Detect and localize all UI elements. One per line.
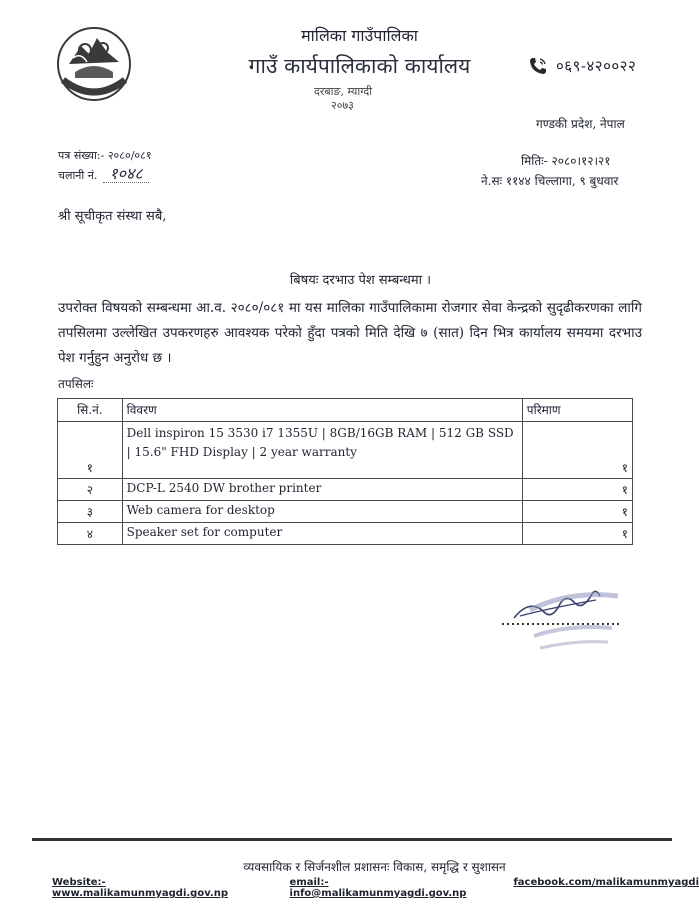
- letter-date: मितिः- २०८०।१२।२१: [521, 154, 611, 168]
- row-quantity: १: [522, 523, 632, 545]
- row-serial: २: [58, 479, 123, 501]
- letter-number: पत्र संख्या:- २०८०/०८१: [58, 149, 152, 162]
- office-established-year: २०७३: [331, 99, 354, 112]
- letter-body: उपरोक्त विषयको सम्बन्धमा आ.व. २०८०/०८१ मा यस मालिका गाउँपालिकामा रोजगार सेवा केन्द्रको सुदृढीकरणका लागि तपसिलमा उल्लेखित उपकरणहरु आवश्यक परेको हुँदा पत्रको मिति देखि ७ (सात) दिन भित्र कार्यालय समयमा दरभाउ पेश गर्नुहुन अनुरोध छ ।: [58, 300, 642, 366]
- dispatch-label: चलानी नं.: [58, 169, 98, 182]
- row-quantity: १: [522, 501, 632, 523]
- municipality-name: मालिका गाउँपालिका: [301, 26, 418, 45]
- signature-stamp: [500, 578, 630, 668]
- details-label: तपसिलः: [58, 377, 94, 391]
- row-description: [122, 422, 522, 479]
- website-link[interactable]: Website:-www.malikamunmyagdi.gov.np: [52, 877, 228, 899]
- table-row: [58, 523, 633, 545]
- row-description: DCP-L 2540 DW brother printer: [122, 479, 522, 501]
- row-quantity: १: [522, 422, 632, 479]
- row-description-line: | 15.6" FHD Display | 2 year warranty: [126, 445, 357, 459]
- header-quantity: परिमाण: [522, 399, 632, 422]
- phone-icon: [528, 56, 548, 76]
- footer-divider: [32, 838, 672, 841]
- office-address: दरबाङ, म्याग्दी: [314, 85, 373, 98]
- header-serial: सि.नं.: [58, 399, 123, 422]
- dispatch-number: १०४८: [103, 166, 148, 183]
- table-row: [58, 479, 633, 501]
- footer-slogan: व्यवसायिक र सिर्जनशील प्रशासनः विकास, समृद्धि र सुशासन: [243, 860, 506, 874]
- table-header-row: [58, 399, 633, 422]
- email-link[interactable]: email:-info@malikamunmyagdi.gov.np: [289, 877, 467, 899]
- salutation: श्री सूचीकृत संस्था सबै,: [58, 209, 167, 224]
- letter-subject: बिषयः दरभाउ पेश सम्बन्धमा ।: [289, 273, 432, 288]
- office-name: गाउँ कार्यपालिकाको कार्यालय: [248, 54, 471, 78]
- province-label: गण्डकी प्रदेश, नेपाल: [536, 117, 625, 131]
- table-row: [58, 422, 633, 479]
- items-table: [57, 398, 633, 545]
- row-quantity: १: [522, 479, 632, 501]
- dispatch-number-row: [58, 166, 149, 183]
- header-description: विवरण: [122, 399, 522, 422]
- nepal-sambat-date: ने.सः ११४४ चिल्लागा, ९ बुधवार: [481, 174, 619, 188]
- footer-contacts: [52, 877, 699, 899]
- row-description: Web camera for desktop: [122, 501, 522, 523]
- phone-block: [528, 56, 636, 76]
- table-row: [58, 501, 633, 523]
- row-description-line: Dell inspiron 15 3530 i7 1355U | 8GB/16GB RAM | 512 GB SSD: [126, 426, 514, 440]
- phone-number: ०६९-४२००२२: [556, 57, 637, 75]
- row-serial: १: [58, 422, 123, 479]
- row-description: Speaker set for computer: [122, 523, 522, 545]
- row-serial: ३: [58, 501, 123, 523]
- row-serial: ४: [58, 523, 123, 545]
- facebook-link[interactable]: facebook.com/malikamunmyagdi: [513, 877, 699, 888]
